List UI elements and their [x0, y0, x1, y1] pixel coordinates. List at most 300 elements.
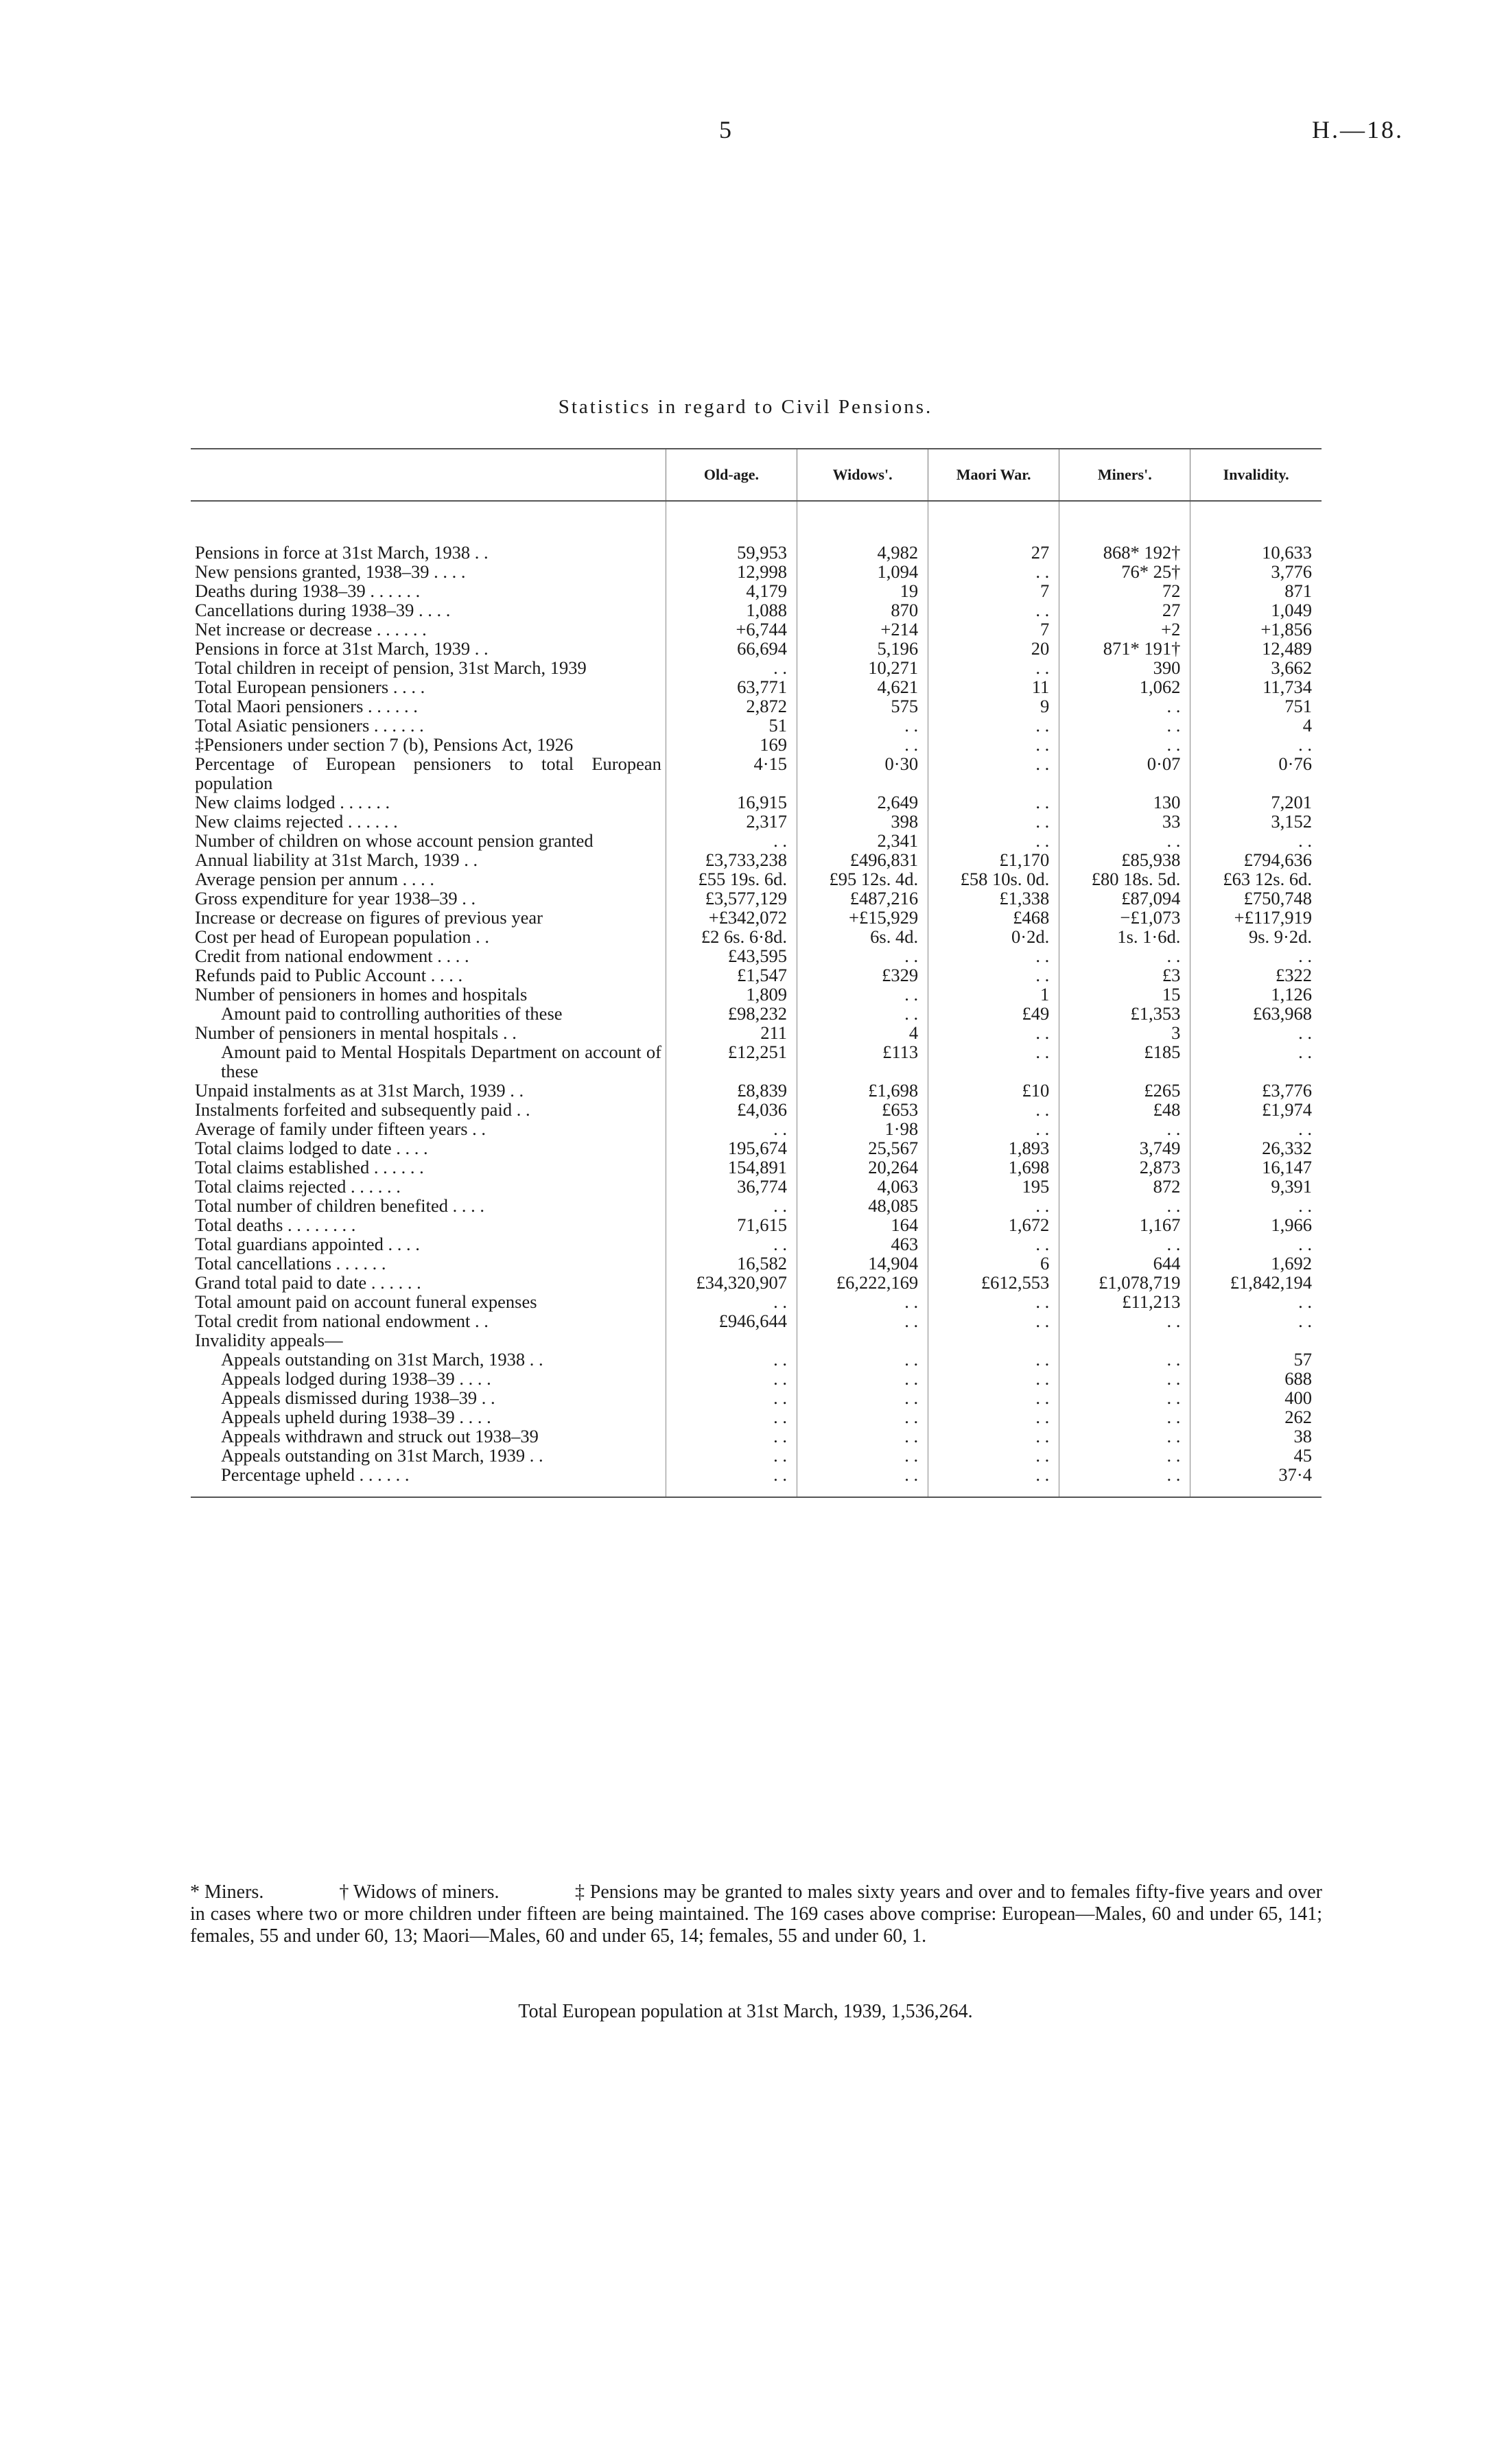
- cell-value: 688: [1190, 1369, 1322, 1388]
- cell-value: 76* 25†: [1059, 562, 1190, 581]
- cell-value: . .: [928, 831, 1059, 850]
- cell-value: . .: [666, 1465, 797, 1497]
- row-label: Amount paid to controlling authorities of these: [221, 1003, 563, 1024]
- cell-value: 2,649: [797, 793, 928, 812]
- cell-value: . .: [1190, 1292, 1322, 1311]
- table-row: [191, 1234, 1322, 1254]
- cell-value: 20: [928, 639, 1059, 658]
- table-row: [191, 985, 1322, 1004]
- cell-value: . .: [1059, 1465, 1190, 1497]
- cell-value: 9s. 9·2d.: [1190, 927, 1322, 946]
- cell-value: 4,179: [666, 581, 797, 600]
- cell-value: . .: [928, 1100, 1059, 1119]
- cell-value: £794,636: [1190, 850, 1322, 869]
- cell-value: . .: [1190, 831, 1322, 850]
- cell-value: [666, 1330, 797, 1350]
- cell-value: 66,694: [666, 639, 797, 658]
- cell-value: £8,839: [666, 1081, 797, 1100]
- cell-value: 38: [1190, 1427, 1322, 1446]
- table-row: [191, 1042, 1322, 1081]
- cell-value: 5,196: [797, 639, 928, 658]
- cell-value: . .: [928, 1119, 1059, 1138]
- cell-value: £43,595: [666, 946, 797, 965]
- cell-value: . .: [797, 1004, 928, 1023]
- cell-value: 3,749: [1059, 1138, 1190, 1158]
- cell-value: 1,167: [1059, 1215, 1190, 1234]
- row-label: Total amount paid on account funeral expenses: [195, 1291, 537, 1312]
- cell-value: 26,332: [1190, 1138, 1322, 1158]
- table-row: [191, 889, 1322, 908]
- column-header: Old-age.: [666, 449, 797, 501]
- row-label: Amount paid to Mental Hospitals Department on account of these: [221, 1042, 661, 1081]
- cell-value: 1·98: [797, 1119, 928, 1138]
- row-label: Total guardians appointed . . . .: [195, 1234, 420, 1254]
- cell-value: £612,553: [928, 1273, 1059, 1292]
- cell-value: 164: [797, 1215, 928, 1234]
- cell-value: 2,873: [1059, 1158, 1190, 1177]
- cell-value: £6,222,169: [797, 1273, 928, 1292]
- row-label: Grand total paid to date . . . . . .: [195, 1272, 421, 1293]
- cell-value: . .: [1059, 1388, 1190, 1407]
- cell-value: 211: [666, 1023, 797, 1042]
- table-row: [191, 581, 1322, 600]
- column-header: Miners'.: [1059, 449, 1190, 501]
- cell-value: [928, 1330, 1059, 1350]
- row-label: Net increase or decrease . . . . . .: [195, 619, 427, 640]
- cell-value: . .: [797, 1292, 928, 1311]
- cell-value: . .: [1059, 1407, 1190, 1427]
- row-label: Total claims rejected . . . . . .: [195, 1176, 401, 1197]
- table-row: [191, 1119, 1322, 1138]
- row-label: Total Maori pensioners . . . . . .: [195, 696, 418, 716]
- footnote-pension-conditions: ‡ Pensions may be granted to males sixty years and over and to females fifty-five years and over in cases where two or more children under fifteen are being maintained. The 169 cases above comprise: European—Males, 60 and under 65, 141; females, 55 and under 60, 13; Maori—Males, 60 and under 65, 14; females, 55 and under 60, 1.: [190, 1881, 1322, 1947]
- row-label: Instalments forfeited and subsequently paid . .: [195, 1099, 530, 1120]
- cell-value: 16,147: [1190, 1158, 1322, 1177]
- cell-value: . .: [797, 946, 928, 965]
- cell-value: . .: [1059, 1446, 1190, 1465]
- cell-value: 1,049: [1190, 600, 1322, 620]
- spacer-row: [191, 501, 1322, 543]
- cell-value: 7,201: [1190, 793, 1322, 812]
- column-header: [191, 449, 666, 501]
- row-label: Number of pensioners in homes and hospitals: [195, 984, 528, 1005]
- cell-value: . .: [666, 1292, 797, 1311]
- table-row: [191, 620, 1322, 639]
- cell-value: 262: [1190, 1407, 1322, 1427]
- cell-value: £468: [928, 908, 1059, 927]
- table-title: Statistics in regard to Civil Pensions.: [558, 396, 933, 418]
- cell-value: . .: [1190, 1023, 1322, 1042]
- cell-value: £1,974: [1190, 1100, 1322, 1119]
- footnote-miners: * Miners.: [190, 1881, 264, 1903]
- cell-value: 3,152: [1190, 812, 1322, 831]
- cell-value: . .: [1059, 1369, 1190, 1388]
- cell-value: . .: [1190, 1196, 1322, 1215]
- total-population-note: Total European population at 31st March, 1939, 1,536,264.: [518, 2001, 973, 2022]
- cell-value: 1,088: [666, 600, 797, 620]
- cell-value: 4,982: [797, 543, 928, 562]
- cell-value: £63,968: [1190, 1004, 1322, 1023]
- cell-value: . .: [1059, 1196, 1190, 1215]
- cell-value: . .: [928, 1234, 1059, 1254]
- cell-value: £653: [797, 1100, 928, 1119]
- cell-value: 154,891: [666, 1158, 797, 1177]
- table-row: [191, 1254, 1322, 1273]
- cell-value: +2: [1059, 620, 1190, 639]
- spacer-cell: [191, 501, 666, 543]
- column-header: Invalidity.: [1190, 449, 1322, 501]
- cell-value: . .: [928, 716, 1059, 735]
- cell-value: 10,271: [797, 658, 928, 677]
- cell-value: . .: [928, 1369, 1059, 1388]
- cell-value: 12,998: [666, 562, 797, 581]
- cell-value: 2,341: [797, 831, 928, 850]
- cell-value: . .: [928, 1446, 1059, 1465]
- table-row: [191, 1138, 1322, 1158]
- table-row: [191, 735, 1322, 754]
- row-label: Annual liability at 31st March, 1939 . .: [195, 849, 478, 870]
- cell-value: 3,662: [1190, 658, 1322, 677]
- cell-value: . .: [1190, 1042, 1322, 1081]
- cell-value: 51: [666, 716, 797, 735]
- cell-value: . .: [928, 1042, 1059, 1081]
- cell-value: 751: [1190, 696, 1322, 716]
- cell-value: 59,953: [666, 543, 797, 562]
- cell-value: 6s. 4d.: [797, 927, 928, 946]
- row-label: Average of family under fifteen years . .: [195, 1118, 486, 1139]
- row-label: New claims rejected . . . . . .: [195, 811, 398, 832]
- row-label: Gross expenditure for year 1938–39 . .: [195, 888, 476, 908]
- row-label: Appeals outstanding on 31st March, 1939 . .: [221, 1445, 543, 1466]
- row-label: Total children in receipt of pension, 31st March, 1939: [195, 657, 587, 678]
- cell-value: 4,063: [797, 1177, 928, 1196]
- cell-value: 33: [1059, 812, 1190, 831]
- cell-value: £3,577,129: [666, 889, 797, 908]
- cell-value: 1,672: [928, 1215, 1059, 1234]
- cell-value: . .: [928, 1311, 1059, 1330]
- cell-value: . .: [1059, 831, 1190, 850]
- table-row: [191, 908, 1322, 927]
- cell-value: . .: [666, 1446, 797, 1465]
- table-row: [191, 793, 1322, 812]
- cell-value: . .: [928, 1388, 1059, 1407]
- cell-value: . .: [797, 985, 928, 1004]
- cell-value: +214: [797, 620, 928, 639]
- cell-value: £946,644: [666, 1311, 797, 1330]
- cell-value: . .: [928, 562, 1059, 581]
- row-label: New claims lodged . . . . . .: [195, 792, 390, 812]
- cell-value: 71,615: [666, 1215, 797, 1234]
- cell-value: 1,062: [1059, 677, 1190, 696]
- cell-value: 1s. 1·6d.: [1059, 927, 1190, 946]
- table-header-row: [191, 449, 1322, 501]
- cell-value: [1059, 1330, 1190, 1350]
- cell-value: 871* 191†: [1059, 639, 1190, 658]
- cell-value: . .: [1059, 1119, 1190, 1138]
- cell-value: 1,966: [1190, 1215, 1322, 1234]
- table-row: [191, 543, 1322, 562]
- cell-value: £3,733,238: [666, 850, 797, 869]
- cell-value: £265: [1059, 1081, 1190, 1100]
- cell-value: . .: [928, 812, 1059, 831]
- cell-value: £95 12s. 4d.: [797, 869, 928, 889]
- row-label: Invalidity appeals—: [195, 1330, 343, 1350]
- cell-value: . .: [928, 735, 1059, 754]
- cell-value: . .: [1190, 1311, 1322, 1330]
- cell-value: 2,317: [666, 812, 797, 831]
- cell-value: 2,872: [666, 696, 797, 716]
- cell-value: 11,734: [1190, 677, 1322, 696]
- cell-value: £98,232: [666, 1004, 797, 1023]
- table-row: [191, 1446, 1322, 1465]
- cell-value: +£15,929: [797, 908, 928, 927]
- cell-value: 872: [1059, 1177, 1190, 1196]
- column-header: Maori War.: [928, 449, 1059, 501]
- cell-value: 45: [1190, 1446, 1322, 1465]
- cell-value: 36,774: [666, 1177, 797, 1196]
- cell-value: £4,036: [666, 1100, 797, 1119]
- spacer-cell: [1059, 501, 1190, 543]
- cell-value: 871: [1190, 581, 1322, 600]
- cell-value: 7: [928, 581, 1059, 600]
- spacer-cell: [666, 501, 797, 543]
- cell-value: 63,771: [666, 677, 797, 696]
- cell-value: 48,085: [797, 1196, 928, 1215]
- cell-value: . .: [1059, 1350, 1190, 1369]
- table-row: [191, 946, 1322, 965]
- row-label: Total European pensioners . . . .: [195, 677, 425, 697]
- cell-value: . .: [666, 658, 797, 677]
- cell-value: £34,320,907: [666, 1273, 797, 1292]
- cell-value: +£342,072: [666, 908, 797, 927]
- row-label: Number of pensioners in mental hospitals . .: [195, 1022, 517, 1043]
- row-label: Appeals upheld during 1938–39 . . . .: [221, 1407, 491, 1427]
- cell-value: £1,353: [1059, 1004, 1190, 1023]
- cell-value: . .: [928, 1465, 1059, 1497]
- cell-value: . .: [928, 965, 1059, 985]
- cell-value: 0·2d.: [928, 927, 1059, 946]
- cell-value: +1,856: [1190, 620, 1322, 639]
- cell-value: £2 6s. 6·8d.: [666, 927, 797, 946]
- cell-value: . .: [928, 1350, 1059, 1369]
- table-row: [191, 1369, 1322, 1388]
- row-label: Credit from national endowment . . . .: [195, 946, 469, 966]
- table-row: [191, 1081, 1322, 1100]
- cell-value: 4: [1190, 716, 1322, 735]
- cell-value: 130: [1059, 793, 1190, 812]
- cell-value: £58 10s. 0d.: [928, 869, 1059, 889]
- cell-value: . .: [1190, 1119, 1322, 1138]
- cell-value: . .: [1059, 946, 1190, 965]
- cell-value: £3: [1059, 965, 1190, 985]
- cell-value: 19: [797, 581, 928, 600]
- cell-value: . .: [1059, 735, 1190, 754]
- row-label: Increase or decrease on figures of previous year: [195, 907, 543, 928]
- cell-value: . .: [928, 1407, 1059, 1427]
- row-label: Deaths during 1938–39 . . . . . .: [195, 580, 421, 601]
- cell-value: +6,744: [666, 620, 797, 639]
- table-body: [191, 501, 1322, 1497]
- row-label: Percentage upheld . . . . . .: [221, 1464, 410, 1485]
- cell-value: . .: [666, 1369, 797, 1388]
- table-row: [191, 831, 1322, 850]
- table-row: [191, 1407, 1322, 1427]
- cell-value: 169: [666, 735, 797, 754]
- cell-value: . .: [1190, 946, 1322, 965]
- cell-value: . .: [797, 1465, 928, 1497]
- cell-value: £10: [928, 1081, 1059, 1100]
- civil-pensions-table: [191, 448, 1322, 1498]
- cell-value: 1: [928, 985, 1059, 1004]
- cell-value: £11,213: [1059, 1292, 1190, 1311]
- row-label: Appeals lodged during 1938–39 . . . .: [221, 1368, 491, 1389]
- spacer-cell: [1190, 501, 1322, 543]
- row-label: Number of children on whose account pension granted: [195, 830, 594, 851]
- cell-value: . .: [797, 1407, 928, 1427]
- cell-value: 15: [1059, 985, 1190, 1004]
- cell-value: 72: [1059, 581, 1190, 600]
- table-row: [191, 639, 1322, 658]
- cell-value: 195,674: [666, 1138, 797, 1158]
- cell-value: . .: [666, 1119, 797, 1138]
- cell-value: . .: [928, 1196, 1059, 1215]
- cell-value: £322: [1190, 965, 1322, 985]
- row-label: Total Asiatic pensioners . . . . . .: [195, 715, 424, 736]
- cell-value: £496,831: [797, 850, 928, 869]
- row-label: Appeals outstanding on 31st March, 1938 . .: [221, 1349, 543, 1370]
- cell-value: 1,698: [928, 1158, 1059, 1177]
- cell-value: £48: [1059, 1100, 1190, 1119]
- cell-value: 16,582: [666, 1254, 797, 1273]
- cell-value: . .: [928, 1427, 1059, 1446]
- cell-value: . .: [797, 1311, 928, 1330]
- row-label: Unpaid instalments as at 31st March, 1939 . .: [195, 1080, 524, 1101]
- cell-value: . .: [928, 600, 1059, 620]
- table-row: [191, 696, 1322, 716]
- cell-value: £87,094: [1059, 889, 1190, 908]
- cell-value: 870: [797, 600, 928, 620]
- cell-value: £80 18s. 5d.: [1059, 869, 1190, 889]
- table-row: [191, 812, 1322, 831]
- cell-value: 575: [797, 696, 928, 716]
- cell-value: £329: [797, 965, 928, 985]
- cell-value: . .: [928, 658, 1059, 677]
- cell-value: . .: [1059, 1234, 1190, 1254]
- table-row: [191, 1465, 1322, 1497]
- cell-value: 0·07: [1059, 754, 1190, 793]
- cell-value: 25,567: [797, 1138, 928, 1158]
- cell-value: £1,170: [928, 850, 1059, 869]
- document-reference: H.—18.: [1312, 116, 1404, 143]
- cell-value: . .: [1059, 696, 1190, 716]
- cell-value: £1,842,194: [1190, 1273, 1322, 1292]
- cell-value: £3,776: [1190, 1081, 1322, 1100]
- row-label: Total claims lodged to date . . . .: [195, 1138, 428, 1158]
- cell-value: . .: [1059, 716, 1190, 735]
- cell-value: 398: [797, 812, 928, 831]
- cell-value: 27: [928, 543, 1059, 562]
- row-label: Average pension per annum . . . .: [195, 869, 435, 889]
- row-label: Total deaths . . . . . . . .: [195, 1215, 356, 1235]
- cell-value: . .: [928, 946, 1059, 965]
- table-row: [191, 1004, 1322, 1023]
- row-label: Appeals withdrawn and struck out 1938–39: [221, 1426, 539, 1446]
- cell-value: £487,216: [797, 889, 928, 908]
- table-row: [191, 677, 1322, 696]
- cell-value: . .: [666, 1407, 797, 1427]
- cell-value: 400: [1190, 1388, 1322, 1407]
- cell-value: 16,915: [666, 793, 797, 812]
- table-row: [191, 1350, 1322, 1369]
- cell-value: 20,264: [797, 1158, 928, 1177]
- cell-value: . .: [1059, 1427, 1190, 1446]
- cell-value: 6: [928, 1254, 1059, 1273]
- cell-value: £1,547: [666, 965, 797, 985]
- row-label: Pensions in force at 31st March, 1939 . .: [195, 638, 489, 659]
- cell-value: . .: [666, 1196, 797, 1215]
- table-row: [191, 754, 1322, 793]
- cell-value: 4: [797, 1023, 928, 1042]
- cell-value: 1,126: [1190, 985, 1322, 1004]
- cell-value: +£117,919: [1190, 908, 1322, 927]
- row-label: Cancellations during 1938–39 . . . .: [195, 600, 451, 620]
- table-row: [191, 1215, 1322, 1234]
- cell-value: . .: [1190, 1234, 1322, 1254]
- table-row: [191, 658, 1322, 677]
- cell-value: . .: [928, 793, 1059, 812]
- cell-value: 57: [1190, 1350, 1322, 1369]
- table-row: [191, 927, 1322, 946]
- cell-value: . .: [797, 1446, 928, 1465]
- row-label: Refunds paid to Public Account . . . .: [195, 965, 463, 985]
- cell-value: 1,692: [1190, 1254, 1322, 1273]
- cell-value: 644: [1059, 1254, 1190, 1273]
- table-row: [191, 965, 1322, 985]
- cell-value: 0·30: [797, 754, 928, 793]
- table-row: [191, 850, 1322, 869]
- row-label: Total claims established . . . . . .: [195, 1157, 424, 1177]
- table-row: [191, 1427, 1322, 1446]
- row-label: New pensions granted, 1938–39 . . . .: [195, 561, 466, 582]
- cell-value: £63 12s. 6d.: [1190, 869, 1322, 889]
- row-label: ‡Pensioners under section 7 (b), Pensions Act, 1926: [195, 734, 574, 755]
- cell-value: [797, 1330, 928, 1350]
- cell-value: 463: [797, 1234, 928, 1254]
- footnotes: [190, 1881, 1322, 1947]
- cell-value: £113: [797, 1042, 928, 1081]
- table-row: [191, 1330, 1322, 1350]
- cell-value: 14,904: [797, 1254, 928, 1273]
- table-row: [191, 1311, 1322, 1330]
- cell-value: . .: [666, 1427, 797, 1446]
- row-label: Pensions in force at 31st March, 1938 . .: [195, 542, 489, 563]
- cell-value: £12,251: [666, 1042, 797, 1081]
- table-row: [191, 1196, 1322, 1215]
- cell-value: 390: [1059, 658, 1190, 677]
- table-row: [191, 869, 1322, 889]
- cell-value: 1,893: [928, 1138, 1059, 1158]
- spacer-cell: [797, 501, 928, 543]
- cell-value: £1,078,719: [1059, 1273, 1190, 1292]
- cell-value: 4·15: [666, 754, 797, 793]
- cell-value: . .: [1190, 735, 1322, 754]
- cell-value: . .: [666, 831, 797, 850]
- cell-value: . .: [797, 1427, 928, 1446]
- cell-value: £750,748: [1190, 889, 1322, 908]
- cell-value: 1,809: [666, 985, 797, 1004]
- cell-value: . .: [928, 1023, 1059, 1042]
- cell-value: . .: [1059, 1311, 1190, 1330]
